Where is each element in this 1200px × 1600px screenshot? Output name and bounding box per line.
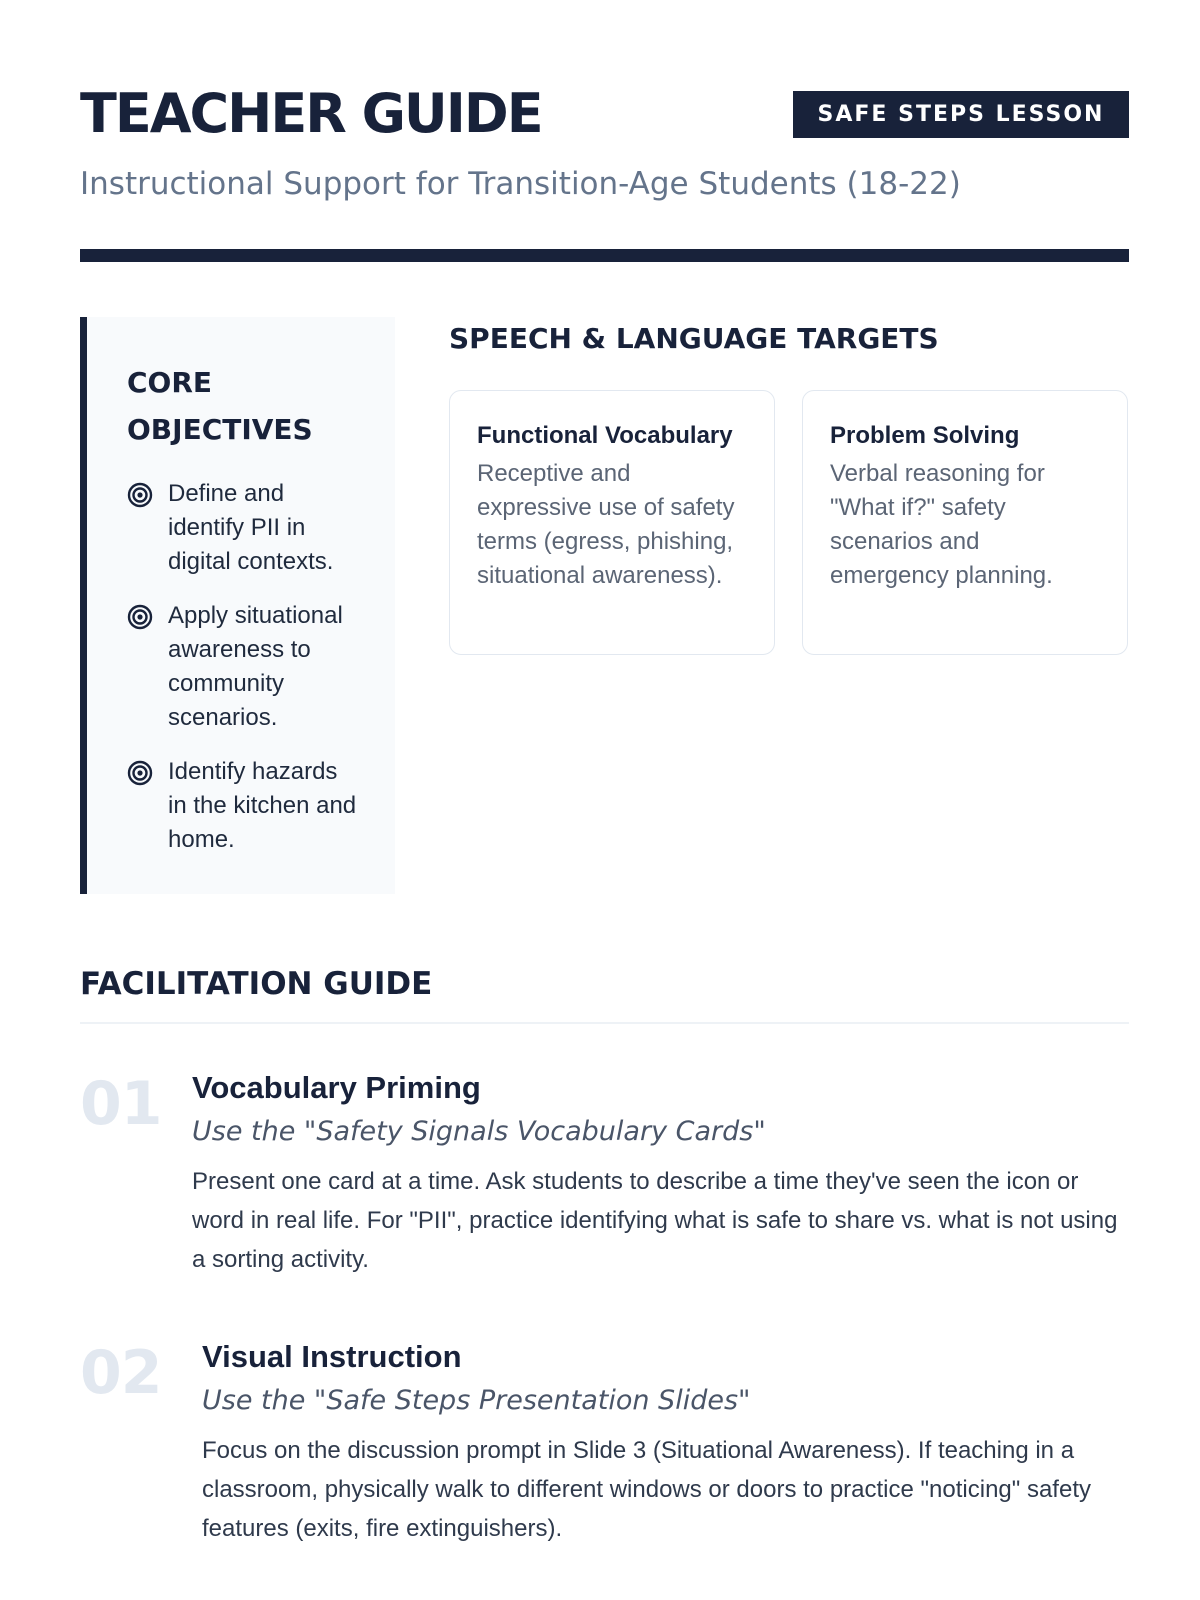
step-description: Present one card at a time. Ask students to describe a time they've seen the icon or word in real life. For "PII", practice identifying what is safe to share vs. what is not using a sorting activity. bbox=[192, 1168, 1118, 1273]
page-title: TEACHER GUIDE bbox=[80, 82, 542, 145]
target-icon bbox=[127, 604, 153, 630]
objective-item bbox=[127, 477, 375, 579]
card-text: Receptive and expressive use of safety terms (egress, phishing, situational awareness). bbox=[477, 460, 735, 589]
step-number: 01 bbox=[80, 1069, 162, 1139]
target-card-problem-solving bbox=[802, 390, 1128, 655]
target-card-functional-vocabulary bbox=[449, 390, 775, 655]
speech-language-targets-heading: SPEECH & LANGUAGE TARGETS bbox=[449, 322, 939, 355]
lesson-badge: SAFE STEPS LESSON bbox=[793, 91, 1129, 138]
objective-text: Identify hazards in the kitchen and home. bbox=[168, 758, 357, 853]
objective-text: Apply situational awareness to community scenarios. bbox=[168, 602, 343, 731]
step-body bbox=[202, 1335, 1129, 1548]
card-title: Problem Solving bbox=[830, 422, 1020, 449]
facilitation-guide-heading: FACILITATION GUIDE bbox=[80, 966, 433, 1002]
core-objectives-heading: CORE OBJECTIVES bbox=[127, 366, 313, 446]
card-title: Functional Vocabulary bbox=[477, 422, 733, 449]
target-icon bbox=[127, 482, 153, 508]
page-subtitle: Instructional Support for Transition-Age Students (18-22) bbox=[80, 166, 961, 202]
section-divider bbox=[80, 1022, 1129, 1024]
objectives-list bbox=[127, 477, 375, 857]
objective-item bbox=[127, 755, 375, 857]
step-title: Vocabulary Priming bbox=[192, 1070, 481, 1105]
step-description: Focus on the discussion prompt in Slide 3 (Situational Awareness). If teaching in a classroom, physically walk to different windows or doors to practice "noticing" safety features (exits, fire extinguishers). bbox=[202, 1437, 1091, 1542]
step-number: 02 bbox=[80, 1338, 162, 1408]
step-body bbox=[192, 1066, 1129, 1279]
core-objectives-panel bbox=[80, 317, 395, 894]
step-subtitle: Use the "Safety Signals Vocabulary Cards" bbox=[192, 1116, 766, 1147]
target-icon bbox=[127, 760, 153, 786]
card-text: Verbal reasoning for "What if?" safety scenarios and emergency planning. bbox=[830, 460, 1053, 589]
step-subtitle: Use the "Safe Steps Presentation Slides" bbox=[202, 1385, 751, 1416]
objective-text: Define and identify PII in digital contexts. bbox=[168, 480, 334, 575]
objective-item bbox=[127, 599, 375, 735]
header-divider bbox=[80, 249, 1129, 262]
step-title: Visual Instruction bbox=[202, 1339, 462, 1374]
